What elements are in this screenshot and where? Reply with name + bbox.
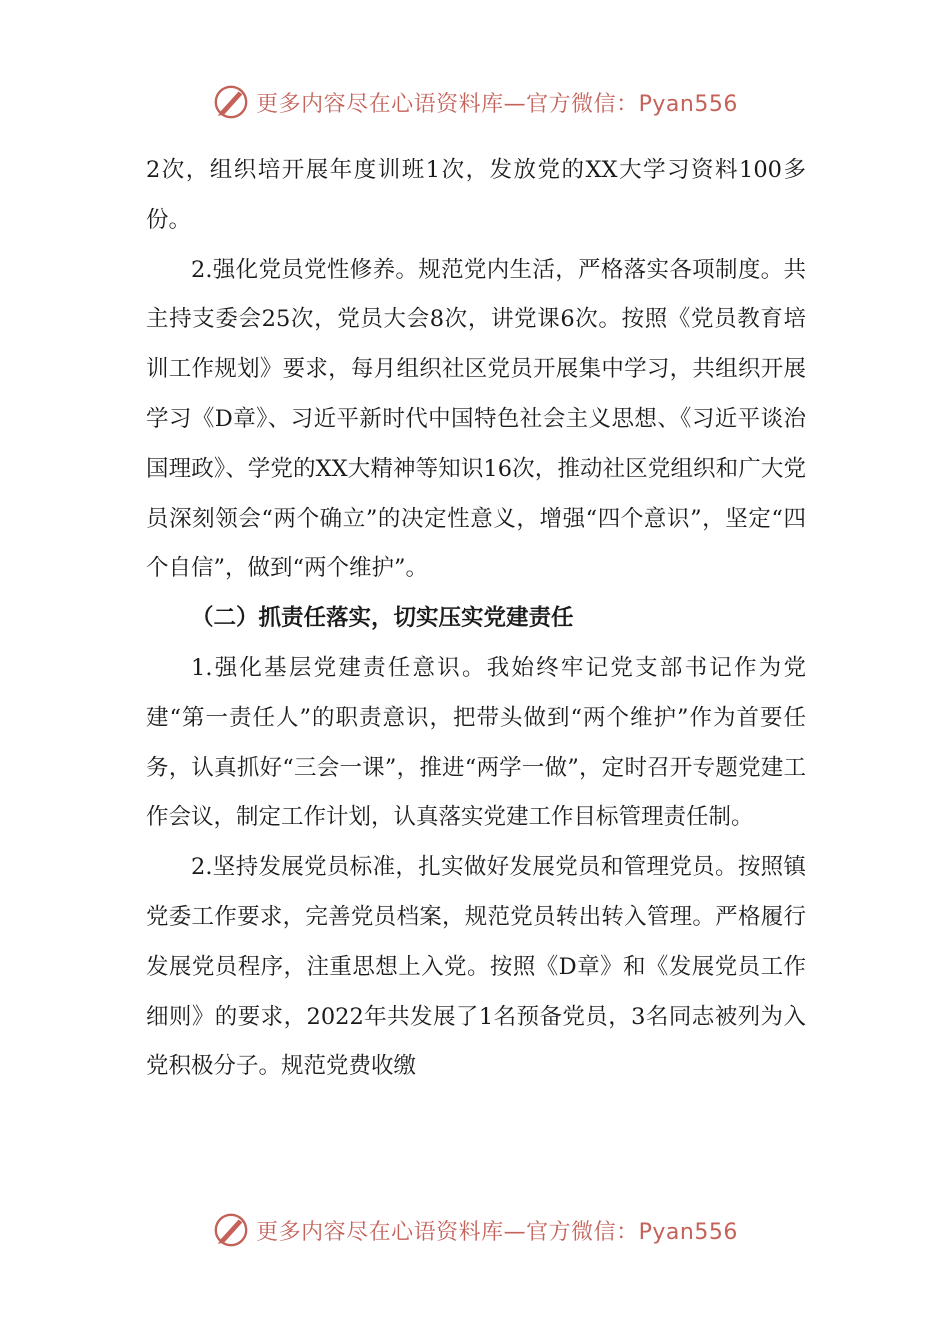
paragraph-member-development: 2.坚持发展党员标准，扎实做好发展党员和管理党员。按照镇党委工作要求，完善党员档案，规范党员转出转入管理。严格履行发展党员程序，注重思想上入党。按照《D章》和《发展党员工作细则》的要求，2022年共发展了1名预备党员，3名同志被列为入党积极分子。规范党费收缴 (146, 854, 806, 1080)
pen-seal-icon (212, 1211, 250, 1249)
paragraph-party-spirit: 2.强化党员党性修养。规范党内生活，严格落实各项制度。共主持支委会25次，党员大会8次，讲党课6次。按照《党员教育培训工作规划》要求，每月组织社区党员开展集中学习，共组织开展学习《D章》、习近平新时代中国特色社会主义思想、《习近平谈治国理政》、学党的XX大精神等知识16次，推动社区党组织和广大党员深刻领会“两个确立”的决定性意义，增强“四个意识”，坚定“四个自信”，做到“两个维护”。 (146, 256, 806, 582)
document-body (146, 146, 806, 1092)
footer-watermark-text: 更多内容尽在心语资料库—官方微信：Pyan556 (256, 1219, 738, 1245)
header-watermark-banner (0, 78, 950, 126)
paragraph-responsibility: 1.强化基层党建责任意识。我始终牢记党支部书记作为党建“第一责任人”的职责意识，把带头做到“两个维护”作为首要任务，认真抓好“三会一课”，推进“两学一做”，定时召开专题党建工作会议，制定工作计划，认真落实党建工作目标管理责任制。 (146, 654, 806, 831)
section-heading-2: （二）抓责任落实，切实压实党建责任 (191, 605, 574, 632)
pen-seal-icon (212, 83, 250, 121)
footer-watermark-banner (0, 1206, 950, 1254)
header-watermark-text: 更多内容尽在心语资料库—官方微信：Pyan556 (256, 91, 738, 117)
paragraph-continued: 2次，组织培开展年度训班1次，发放党的XX大学习资料100多份。 (146, 157, 806, 233)
